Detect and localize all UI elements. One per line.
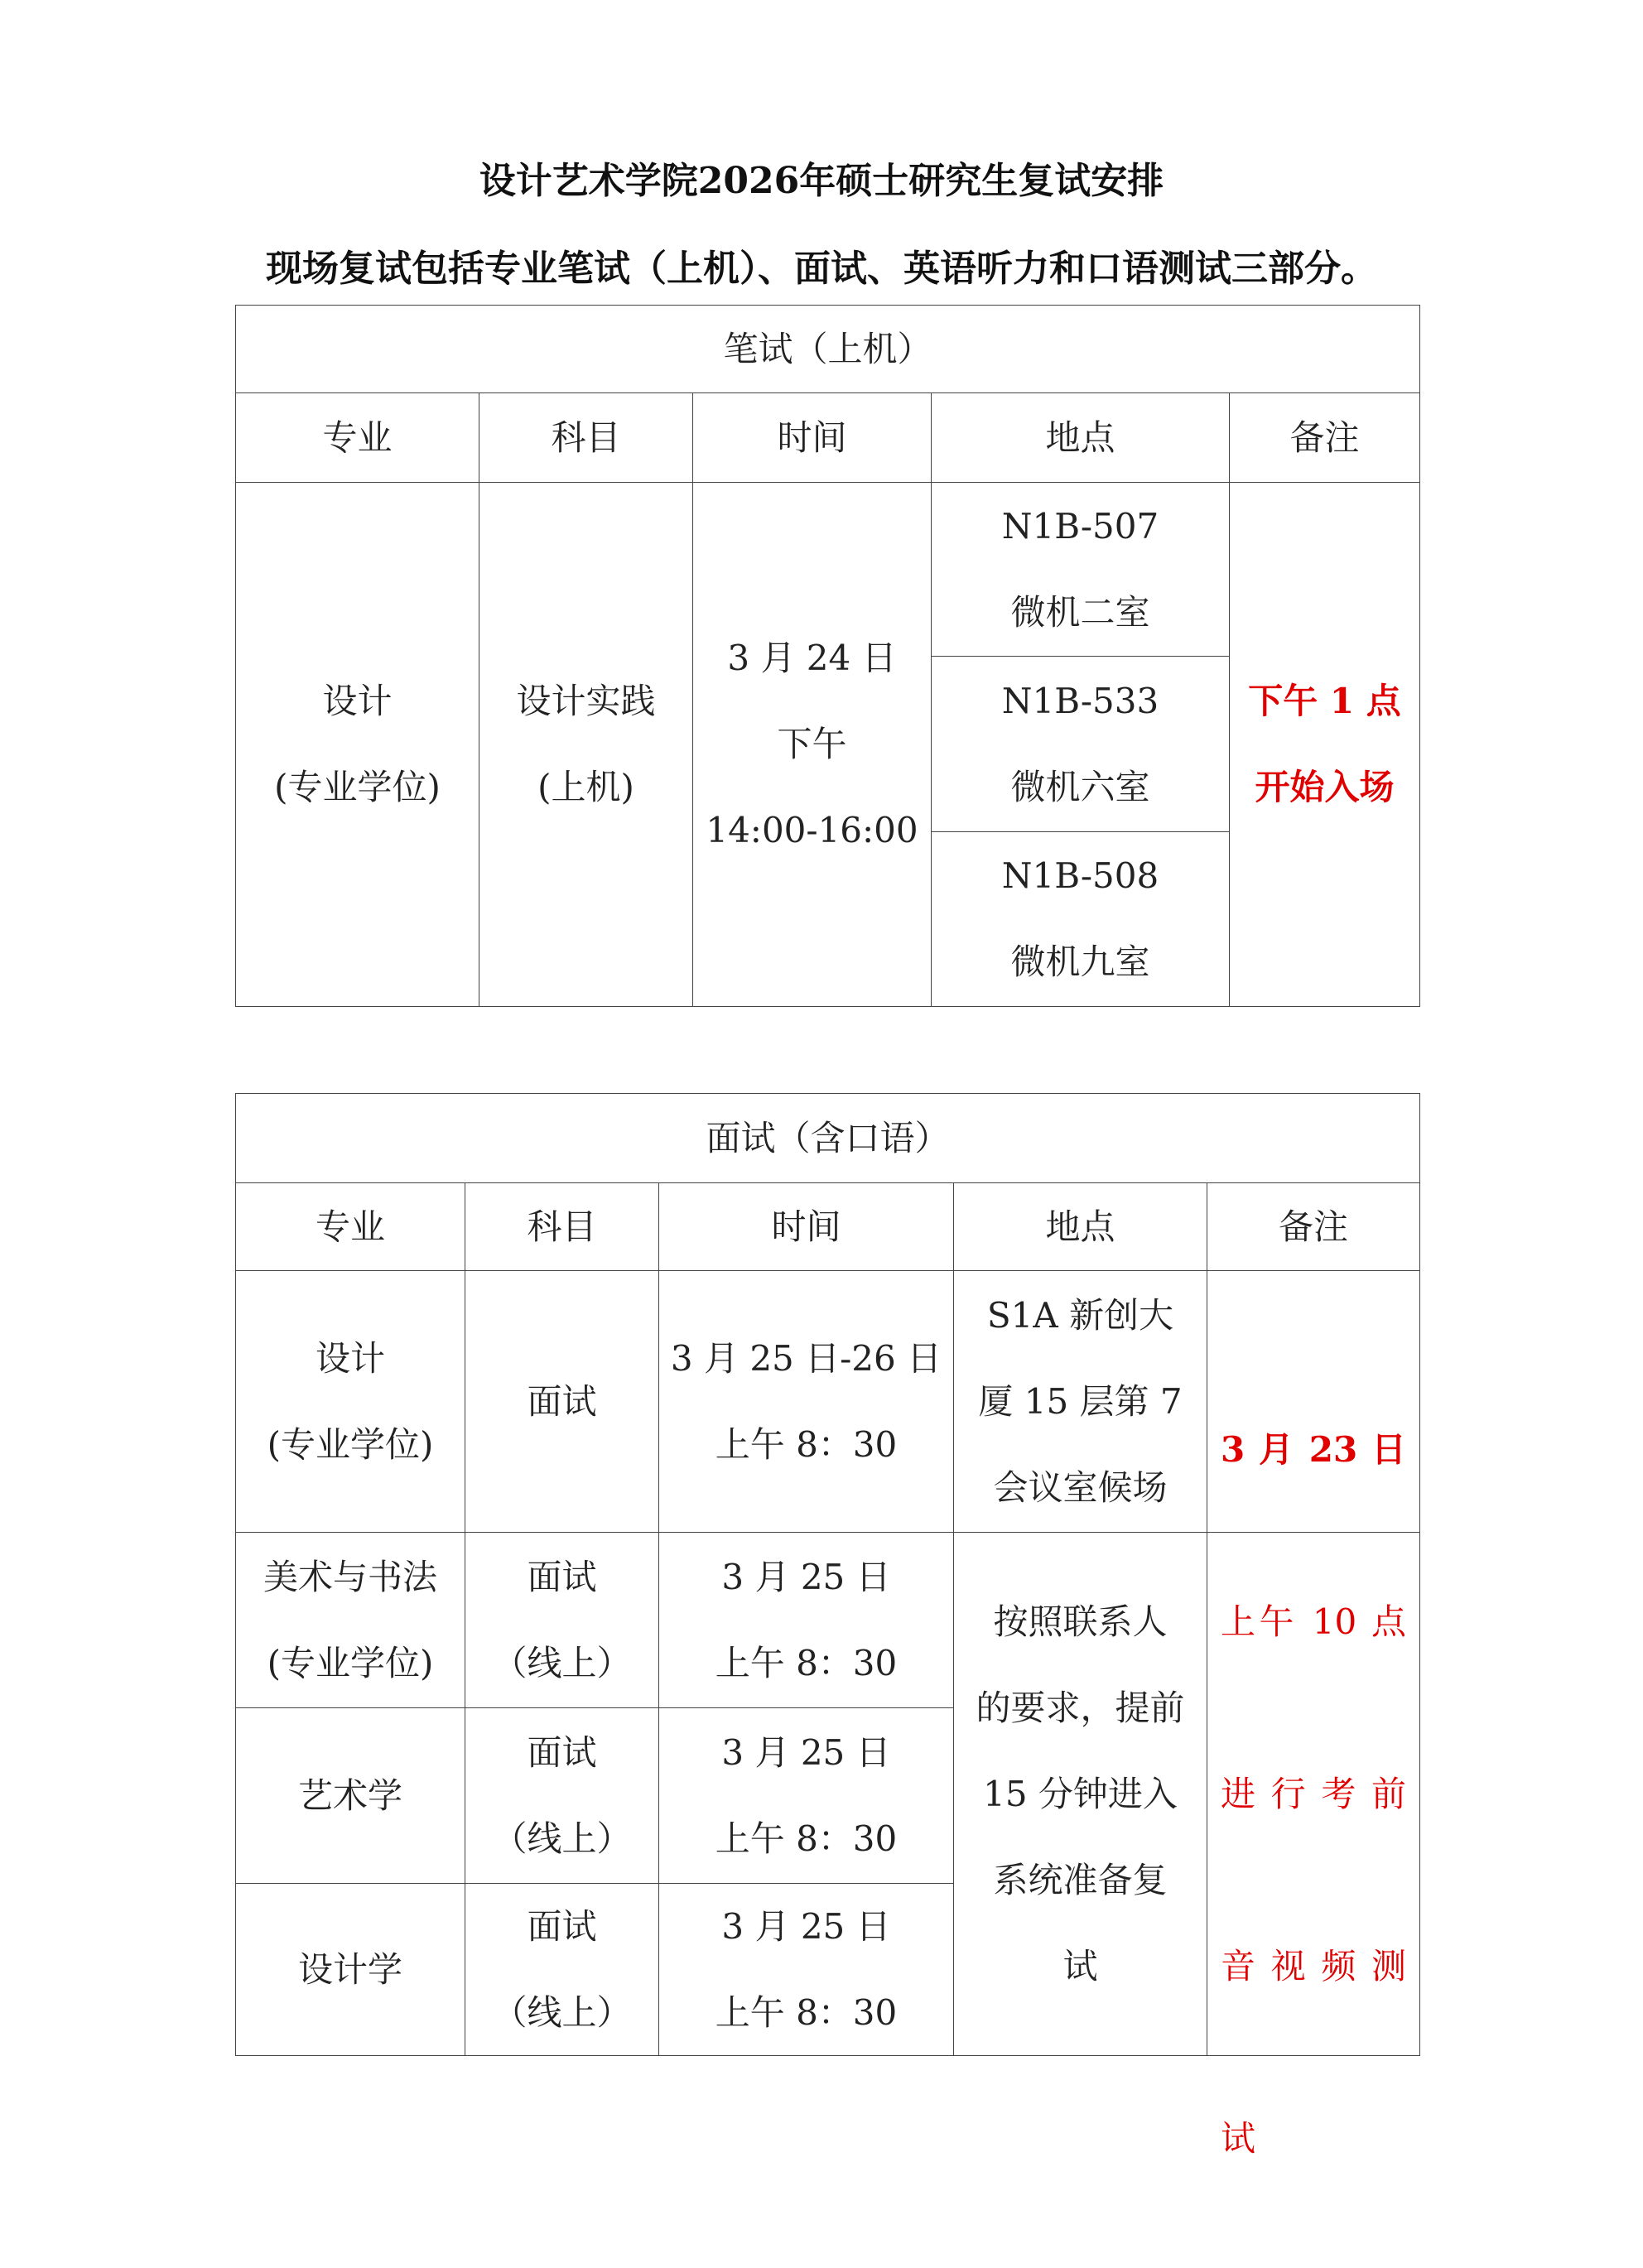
cell-time: 3 月 24 日 下午 14:00-16:00 xyxy=(692,482,932,1007)
cell-online-location: 按照联系人 的要求，提前 15 分钟进入 系统准备复 试 xyxy=(953,1532,1207,2056)
table-caption: 笔试（上机） xyxy=(235,305,1420,393)
cell-online-note xyxy=(1207,1428,1420,2159)
note-line: 试 xyxy=(1221,2117,1256,2159)
page-subtitle: 现场复试包括专业笔试（上机）、面试、英语听力和口语测试三部分。 xyxy=(266,248,1377,290)
cell-major: 设计学 xyxy=(235,1883,465,2056)
cell-location: N1B-508 微机九室 xyxy=(931,831,1230,1007)
header-location: 地点 xyxy=(931,392,1230,483)
cell-subject: 面试 （线上） xyxy=(465,1707,659,1884)
header-location: 地点 xyxy=(953,1182,1207,1271)
header-major: 专业 xyxy=(235,392,479,483)
cell-time: 3 月 25 日 上午 8：30 xyxy=(658,1532,954,1708)
cell-major: 设计 (专业学位) xyxy=(235,482,479,1007)
header-major: 专业 xyxy=(235,1182,465,1271)
header-note: 备注 xyxy=(1229,392,1420,483)
cell-major: 艺术学 xyxy=(235,1707,465,1884)
cell-subject: 设计实践 (上机) xyxy=(479,482,693,1007)
cell-location: N1B-533 微机六室 xyxy=(931,656,1230,832)
cell-subject: 面试 xyxy=(465,1270,659,1533)
cell-time: 3 月 25 日-26 日 上午 8：30 xyxy=(658,1270,954,1533)
cell-subject: 面试 （线上） xyxy=(465,1883,659,2056)
header-time: 时间 xyxy=(658,1182,954,1271)
table-caption: 面试（含口语） xyxy=(235,1093,1420,1183)
cell-location: S1A 新创大 厦 15 层第 7 会议室候场 xyxy=(953,1270,1207,1533)
page-title: 设计艺术学院2026年硕士研究生复试安排 xyxy=(479,160,1164,202)
header-subject: 科目 xyxy=(465,1182,659,1271)
header-time: 时间 xyxy=(692,392,932,483)
cell-time: 3 月 25 日 上午 8：30 xyxy=(658,1707,954,1884)
cell-major: 设计 (专业学位) xyxy=(235,1270,465,1533)
note-line: 进行考前 xyxy=(1221,1773,1406,1814)
cell-time: 3 月 25 日 上午 8：30 xyxy=(658,1883,954,2056)
cell-note: 下午 1 点 开始入场 xyxy=(1229,482,1420,1007)
note-line: 3 月 23 日 xyxy=(1221,1428,1406,1470)
note-line: 上午 10 点 xyxy=(1221,1601,1406,1642)
cell-location: N1B-507 微机二室 xyxy=(931,482,1230,657)
cell-subject: 面试 （线上） xyxy=(465,1532,659,1708)
cell-major: 美术与书法 (专业学位) xyxy=(235,1532,465,1708)
header-subject: 科目 xyxy=(479,392,693,483)
note-line: 音视频测 xyxy=(1221,1945,1406,1986)
header-note: 备注 xyxy=(1207,1182,1420,1271)
